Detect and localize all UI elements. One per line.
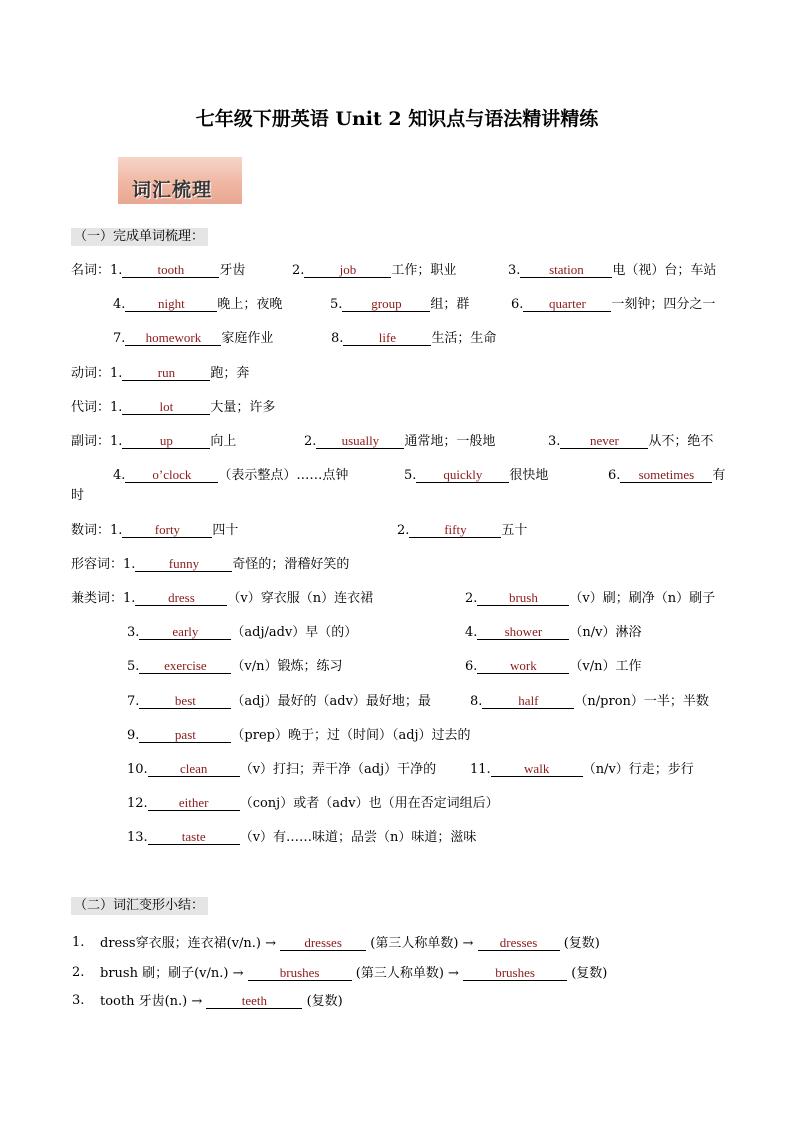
vocab-item [465, 590, 715, 607]
row-label: 兼类词： [71, 591, 124, 606]
item-meaning: 大量；许多 [210, 400, 276, 415]
answer-blank: dress [135, 590, 227, 606]
row-label: 动词： [71, 366, 111, 381]
vocab-item [608, 467, 725, 484]
item-number: 4. [113, 468, 126, 483]
answer-blank: run [122, 365, 210, 381]
item-number: 1. [110, 523, 123, 538]
vocab-row [71, 365, 249, 382]
vocab-item [465, 624, 642, 641]
item-meaning: 四十 [212, 523, 239, 538]
item-number: 1. [110, 434, 123, 449]
vocab-item [548, 433, 713, 450]
answer-blank: exercise [139, 658, 231, 674]
item-meaning: （表示整点）……点钟 [218, 468, 349, 483]
answer-blank: night [125, 296, 217, 312]
item-meaning: 牙齿 [219, 263, 246, 278]
answer-blank: clean [148, 761, 240, 777]
vocab-item [470, 761, 694, 778]
vocab-item [127, 693, 431, 710]
item-meaning: 五十 [501, 523, 528, 538]
item-number: 1. [110, 366, 123, 381]
item-number: 12. [127, 796, 148, 811]
vocab-item [127, 658, 343, 675]
form-base: tooth 牙齿(n.) → [100, 994, 203, 1009]
answer-blank: brush [477, 590, 569, 606]
item-number: 1. [123, 557, 136, 572]
row-label: 名词： [71, 263, 111, 278]
answer-blank: past [139, 727, 231, 743]
item-meaning: 很快地 [509, 468, 549, 483]
answer-blank: best [139, 693, 231, 709]
answer-blank: taste [148, 829, 240, 845]
vocab-item [113, 330, 273, 347]
answer-blank: usually [316, 433, 404, 449]
vocab-item [113, 296, 282, 313]
vocab-item [331, 330, 496, 347]
item-number: 9. [127, 728, 140, 743]
item-number: 2. [397, 523, 410, 538]
answer-blank: o’clock [125, 467, 218, 483]
item-number: 4. [113, 297, 126, 312]
vocab-item [330, 296, 469, 313]
item-number: 8. [470, 694, 483, 709]
item-number: 1. [123, 591, 136, 606]
wrapped-text: 时 [71, 488, 85, 503]
form-number: 3. [72, 993, 85, 1008]
item-meaning: 从不；绝不 [648, 434, 714, 449]
form-number: 2. [72, 965, 85, 980]
item-meaning: 奇怪的；滑稽好笑的 [232, 557, 350, 572]
item-meaning: 跑；奔 [210, 366, 250, 381]
row-label: 形容词： [71, 557, 124, 572]
item-meaning: （conj）或者（adv）也（用在否定词组后） [239, 796, 499, 811]
vocab-item [127, 624, 357, 641]
vocab-item [508, 262, 716, 279]
vocab-row [71, 556, 349, 573]
answer-blank: early [139, 624, 231, 640]
vocab-item [404, 467, 548, 484]
item-meaning: 有 [712, 468, 726, 483]
answer-blank: sometimes [620, 467, 712, 483]
item-meaning: （n/pron）一半；半数 [574, 694, 709, 709]
answer-blank: half [482, 693, 574, 709]
item-number: 5. [330, 297, 343, 312]
answer-blank: teeth [206, 993, 302, 1009]
form-note: (第三人称单数) → [370, 936, 474, 951]
vocab-row [71, 522, 238, 539]
vocab-row [71, 433, 236, 450]
answer-blank: dresses [478, 935, 560, 951]
item-meaning: 组；群 [430, 297, 470, 312]
answer-blank: funny [135, 556, 232, 572]
answer-blank: work [477, 658, 569, 674]
item-number: 4. [465, 625, 478, 640]
answer-blank: up [122, 433, 210, 449]
item-number: 3. [508, 263, 521, 278]
item-meaning: （n/v）淋浴 [569, 625, 642, 640]
item-meaning: （prep）晚于；过（时间）（adj）过去的 [231, 728, 471, 743]
form-base: brush 刷；刷子(v/n.) → [100, 966, 244, 981]
form-note: (复数) [571, 966, 608, 981]
answer-blank: job [304, 262, 391, 278]
item-meaning: 一刻钟；四分之一 [611, 297, 716, 312]
item-number: 1. [110, 263, 123, 278]
answer-blank: life [343, 330, 431, 346]
item-number: 2. [465, 591, 478, 606]
item-meaning: 通常地；一般地 [404, 434, 496, 449]
form-note: (复数) [306, 994, 343, 1009]
vocab-row [71, 590, 373, 607]
item-meaning: （v）穿衣服（n）连衣裙 [227, 591, 374, 606]
item-meaning: （adj/adv）早（的） [231, 625, 358, 640]
row-label: 代词： [71, 400, 111, 415]
item-meaning: 电（视）台；车站 [612, 263, 717, 278]
vocab-row [71, 262, 245, 279]
answer-blank: forty [122, 522, 212, 538]
item-number: 3. [548, 434, 561, 449]
item-number: 1. [110, 400, 123, 415]
item-meaning: 晚上；夜晚 [217, 297, 283, 312]
vocab-item [127, 727, 471, 744]
row-label: 数词： [71, 523, 111, 538]
answer-blank: never [560, 433, 648, 449]
answer-blank: shower [477, 624, 569, 640]
vocab-item [304, 433, 495, 450]
answer-blank: fifty [409, 522, 501, 538]
answer-blank: brushes [248, 965, 352, 981]
vocab-item [127, 829, 476, 846]
answer-blank: brushes [463, 965, 567, 981]
answer-blank: dresses [280, 935, 366, 951]
vocab-row [71, 399, 275, 416]
vocab-item [113, 467, 348, 484]
item-meaning: 工作；职业 [391, 263, 457, 278]
answer-blank: walk [491, 761, 583, 777]
item-number: 5. [127, 659, 140, 674]
vocab-item [397, 522, 527, 539]
vocab-item [470, 693, 709, 710]
item-number: 10. [127, 762, 148, 777]
item-meaning: （adj）最好的（adv）最好地；最 [231, 694, 431, 709]
vocab-item [127, 795, 499, 812]
section-heading-1: （一）完成单词梳理： [71, 228, 208, 246]
answer-blank: quarter [523, 296, 611, 312]
section-heading-2: （二）词汇变形小结： [71, 897, 208, 915]
item-number: 6. [608, 468, 621, 483]
item-meaning: （v）刷；刷净（n）刷子 [569, 591, 716, 606]
item-meaning: 向上 [210, 434, 237, 449]
form-item [100, 993, 343, 1010]
item-meaning: 生活；生命 [431, 331, 497, 346]
form-number: 1. [72, 935, 85, 950]
form-note: (第三人称单数) → [355, 966, 459, 981]
vocab-item [465, 658, 642, 675]
item-number: 3. [127, 625, 140, 640]
section-banner [118, 157, 242, 204]
vocab-item [127, 761, 436, 778]
item-number: 6. [465, 659, 478, 674]
item-number: 2. [304, 434, 317, 449]
item-number: 7. [127, 694, 140, 709]
answer-blank: quickly [416, 467, 509, 483]
item-number: 11. [470, 762, 491, 777]
page-title: 七年级下册英语 Unit 2 知识点与语法精讲精练 [195, 108, 599, 130]
item-number: 13. [127, 830, 148, 845]
item-number: 7. [113, 331, 126, 346]
answer-blank: homework [125, 330, 221, 346]
form-item [100, 965, 607, 982]
item-meaning: （v/n）工作 [569, 659, 642, 674]
vocab-item [292, 262, 456, 279]
item-meaning: （n/v）行走；步行 [582, 762, 694, 777]
item-number: 6. [511, 297, 524, 312]
form-note: (复数) [563, 936, 600, 951]
banner-text: 词汇梳理 [132, 179, 213, 201]
answer-blank: group [342, 296, 430, 312]
form-item [100, 935, 600, 952]
item-meaning: （v）打扫；弄干净（adj）干净的 [239, 762, 437, 777]
vocab-item [511, 296, 715, 313]
item-meaning: （v/n）锻炼；练习 [231, 659, 343, 674]
item-number: 8. [331, 331, 344, 346]
item-number: 2. [292, 263, 305, 278]
answer-blank: either [148, 795, 240, 811]
item-meaning: 家庭作业 [221, 331, 274, 346]
answer-blank: tooth [122, 262, 219, 278]
form-base: dress穿衣服；连衣裙(v/n.) → [100, 936, 276, 951]
item-number: 5. [404, 468, 417, 483]
item-meaning: （v）有……味道；品尝（n）味道；滋味 [239, 830, 477, 845]
answer-blank: lot [122, 399, 210, 415]
answer-blank: station [520, 262, 612, 278]
row-label: 副词： [71, 434, 111, 449]
